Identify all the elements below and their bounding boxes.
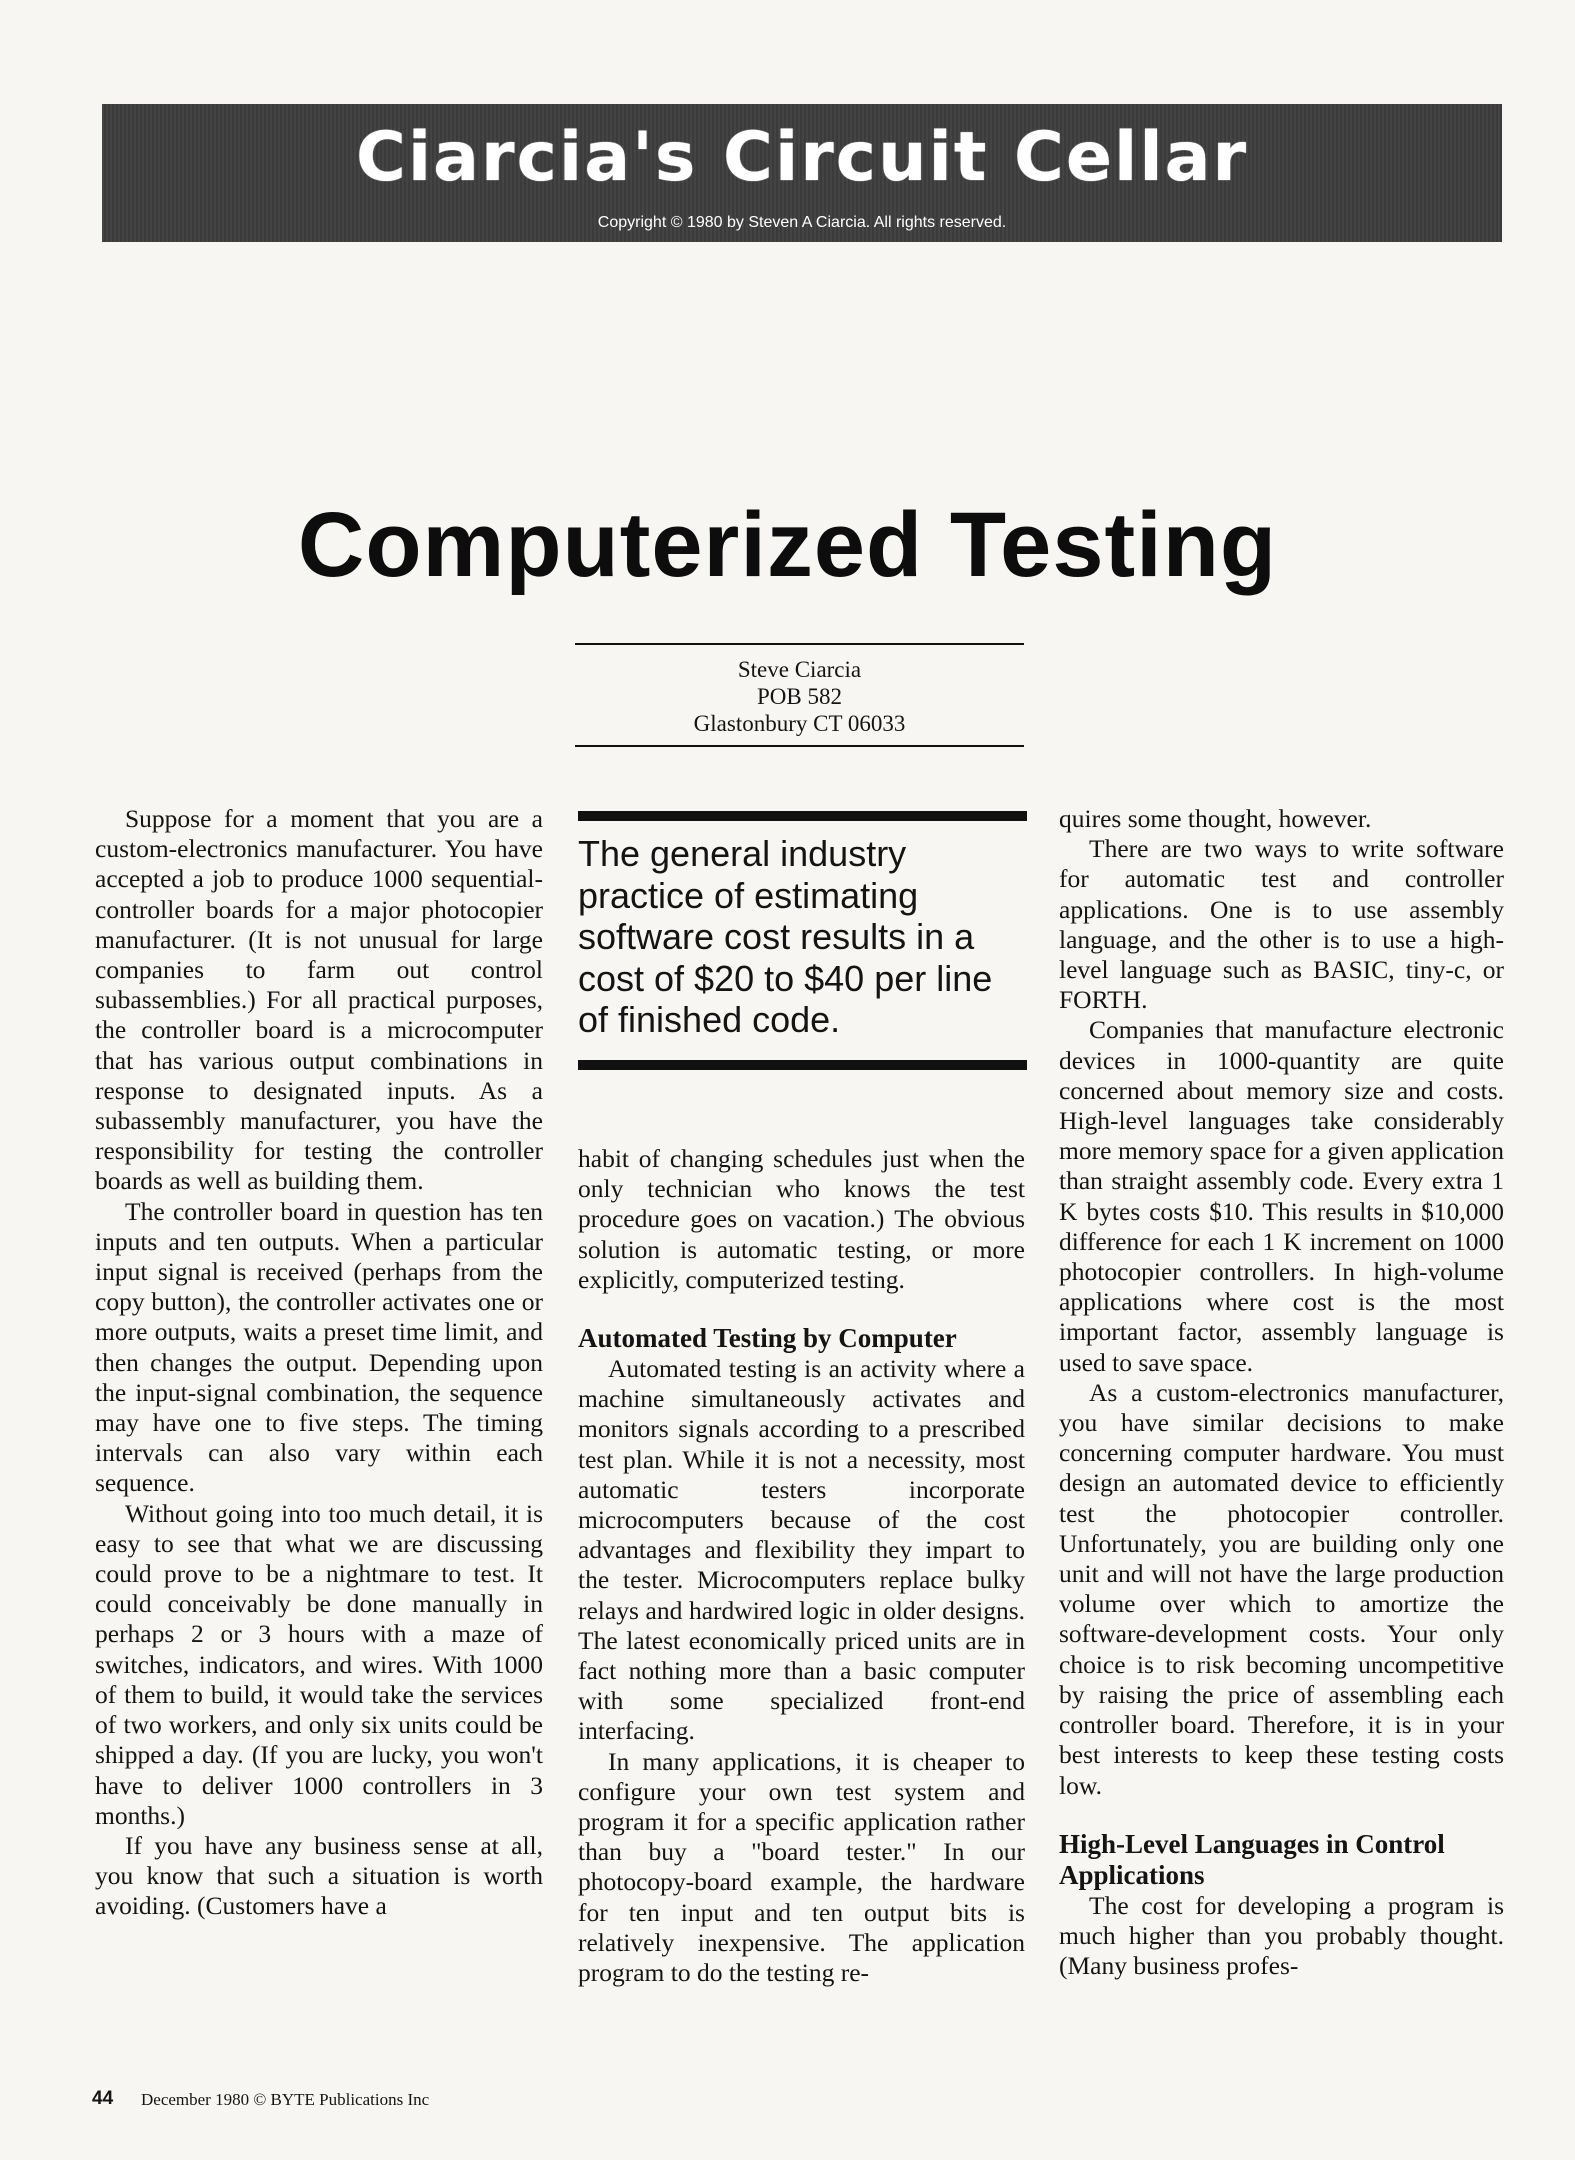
text-column-1	[95, 804, 543, 1922]
paragraph: Automated testing is an activity where a machine simultaneously activates and monitors signals according to a prescribed test plan. While it is not a necessity, most automatic testers incorporate microcomputers because of the cost advantages and flexibility they impart to the tester. Microcomputers replace bulky relays and hardwired logic in older designs. The latest economically priced units are in fact nothing more than a basic computer with some specialized front-end interfacing.	[578, 1354, 1025, 1746]
paragraph: There are two ways to write software for automatic test and controller applications. One is to use assembly language, and the other is to use a high-level language such as BASIC, tiny-c, or FORTH.	[1059, 834, 1504, 1015]
paragraph: Without going into too much detail, it is easy to see that what we are discussing could prove to be a nightmare to test. It could conceivably be done manually in perhaps 2 or 3 hours with a maze of switches, indicators, and wires. With 1000 of them to build, it would take the services of two workers, and only six units could be shipped a day. (If you are lucky, you won't have to deliver 1000 controllers in 3 months.)	[95, 1498, 543, 1830]
pull-quote	[578, 811, 1027, 1070]
text-column-3	[1059, 804, 1504, 1981]
paragraph: If you have any business sense at all, you know that such a situation is worth avoiding. (Customers have a	[95, 1830, 543, 1921]
section-heading: Automated Testing by Computer	[578, 1323, 957, 1354]
column-title: Ciarcia's Circuit Cellar	[355, 118, 1249, 197]
paragraph-continued: quires some thought, however.	[1059, 804, 1372, 833]
author-address-line1: POB 582	[757, 684, 842, 709]
paragraph: The controller board in question has ten inputs and ten outputs. When a particular input signal is received (perhaps from the copy button), the controller activates one or more outputs, waits a preset time limit, and then changes the output. Depending upon the input-signal combination, the sequence may have one to five steps. The timing intervals can also vary within each sequence.	[95, 1196, 543, 1498]
text-column-2	[578, 1144, 1025, 1988]
paragraph-continued: habit of changing schedules just when the only technician who knows the test procedure goes on vacation.) The obvious solution is automatic testing, or more explicitly, computerized testing.	[578, 1144, 1025, 1294]
paragraph: Suppose for a moment that you are a custom-electronics manufacturer. You have accepted a job to produce 1000 sequential-controller boards for a major photocopier manufacturer. (It is not unusual for large companies to farm out control subassemblies.) For all practical purposes, the controller board is a microcomputer that has various output combinations in response to designated inputs. As a subassembly manufacturer, you have the responsibility for testing the controller boards as well as building them.	[95, 804, 543, 1196]
column-banner	[102, 104, 1502, 242]
footer-issue: December 1980 © BYTE Publications Inc	[141, 2090, 430, 2109]
page-number: 44	[92, 2088, 114, 2109]
author-byline	[575, 643, 1024, 747]
article-title: Computerized Testing	[297, 494, 1278, 596]
paragraph: As a custom-electronics manufacturer, you have similar decisions to make concerning computer hardware. You must design an automated device to efficiently test the photocopier controller. Unfortunately, you are building only one unit and will not have the large production volume over which to amortize the software-development costs. Your only choice is to risk becoming uncompetitive by raising the price of assembling each controller board. Therefore, it is in your best interests to keep these testing costs low.	[1059, 1377, 1504, 1800]
copyright-notice: Copyright © 1980 by Steven A Ciarcia. All rights reserved.	[597, 214, 1007, 231]
section-heading: High-Level Languages in Control Applications	[1059, 1828, 1445, 1890]
paragraph: Companies that manufacture electronic devices in 1000-quantity are quite concerned about memory size and costs. High-level languages take considerably more memory space for a given application than straight assembly code. Every extra 1 K bytes costs $10. This results in $10,000 difference for each 1 K increment on 1000 photocopier controllers. In high-volume applications where cost is the most important factor, assembly language is used to save space.	[1059, 1015, 1504, 1377]
author-name: Steve Ciarcia	[737, 657, 862, 682]
pull-quote-text: The general industry practice of estimating software cost results in a cost of $20 to $40 per line of finished code.	[578, 833, 993, 1040]
author-address-line2: Glastonbury CT 06033	[693, 711, 906, 736]
paragraph: The cost for developing a program is much higher than you probably thought. (Many business profes-	[1059, 1890, 1504, 1981]
paragraph: In many applications, it is cheaper to configure your own test system and program it for a specific application rather than buy a "board tester." In our photocopy-board example, the hardware for ten input and ten output bits is relatively inexpensive. The application program to do the testing re-	[578, 1746, 1025, 1988]
